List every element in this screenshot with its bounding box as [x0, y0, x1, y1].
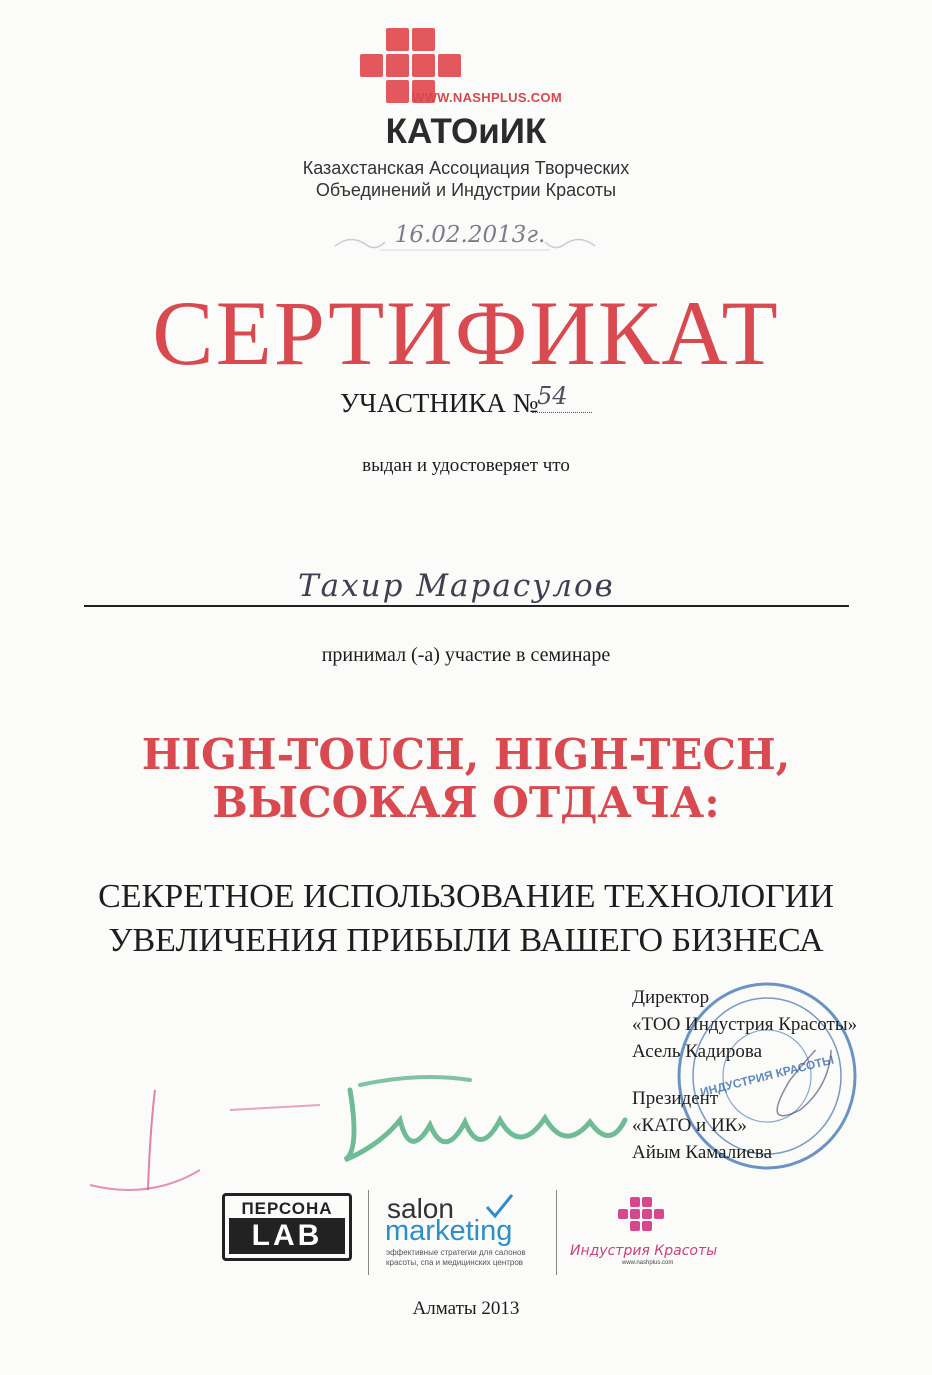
name-line: [84, 605, 849, 607]
director-company: «ТОО Индустрия Красоты»: [632, 1014, 858, 1035]
marketing-logo-word: marketing: [385, 1215, 513, 1247]
president-role: Президент: [632, 1088, 719, 1109]
recipient-name: Тахир Марасулов: [298, 568, 615, 604]
site-url: WWW.NASHPLUS.COM: [412, 90, 562, 105]
salon-logo-word: salon: [387, 1193, 454, 1224]
salon-tagline-line1: эффективные стратегии для салонов: [386, 1248, 526, 1257]
salon-tagline-line2: красоты, спа и медицинских центров: [386, 1258, 524, 1267]
president-name: Айым Камалиева: [632, 1142, 773, 1163]
director-role: Директор: [632, 987, 710, 1008]
industry-plus-logo-icon: [618, 1197, 664, 1243]
seminar-title-line1: HIGH-TOUCH, HIGH-TECH,: [141, 730, 791, 779]
org-full-name-line1: Казахстанская Ассоциация Творческих: [302, 158, 630, 178]
persona-logo-lab: LAB: [229, 1218, 345, 1254]
handwritten-signatures: [0, 1050, 932, 1230]
persona-logo-top: ПЕРСОНА: [241, 1199, 333, 1218]
logo-divider: [368, 1190, 369, 1275]
subtitle-line1: СЕКРЕТНОЕ ИСПОЛЬЗОВАНИЕ ТЕХНОЛОГИИ: [98, 878, 834, 915]
issued-text: выдан и удостоверяет что: [362, 455, 570, 476]
city-year: Алматы 2013: [412, 1298, 520, 1319]
org-full-name-line2: Объединений и Индустрии Красоты: [315, 180, 617, 200]
logo-divider: [556, 1190, 557, 1275]
seminar-title-line2: ВЫСОКАЯ ОТДАЧА:: [212, 778, 720, 827]
stamp-center-text: ИНДУСТРИЯ КРАСОТЫ: [698, 1052, 836, 1100]
participant-label: УЧАСТНИКА №: [340, 388, 539, 418]
certificate-title: СЕРТИФИКАТ: [152, 282, 780, 384]
date-handwritten: 16.02.2013г.: [394, 222, 546, 248]
org-short-name: КАТОиИК: [385, 112, 547, 151]
persona-lab-logo: [222, 1193, 352, 1261]
industry-logo-url: www.nashplus.com: [622, 1260, 674, 1266]
director-name: Асель Кадирова: [632, 1041, 763, 1062]
attended-text: принимал (-а) участие в семинаре: [321, 644, 611, 666]
participant-number: 54: [537, 382, 568, 410]
participant-number-line: [532, 412, 592, 413]
industry-logo-name: Индустрия Красоты: [570, 1243, 718, 1259]
subtitle-line2: УВЕЛИЧЕНИЯ ПРИБЫЛИ ВАШЕГО БИЗНЕСА: [108, 922, 824, 959]
president-company: «КАТО и ИК»: [632, 1115, 747, 1136]
